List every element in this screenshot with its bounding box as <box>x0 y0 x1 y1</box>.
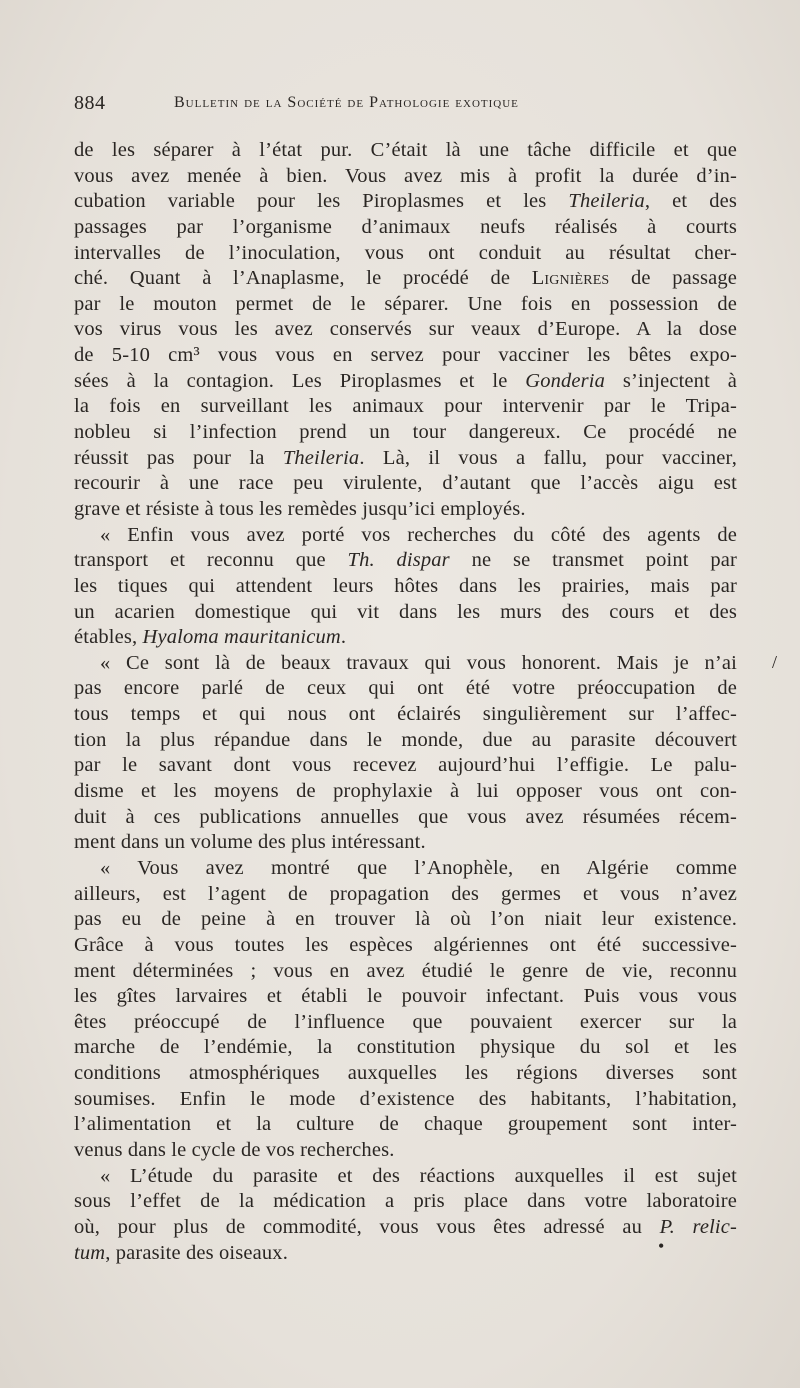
italic-term: P. relic- <box>659 1215 737 1238</box>
text-line <box>74 548 737 574</box>
italic-term: Gonderia <box>525 369 606 392</box>
text-line <box>74 215 737 241</box>
text-line <box>74 164 737 190</box>
ink-mark: • <box>658 1236 665 1256</box>
text-line <box>74 959 737 985</box>
text-line <box>74 805 737 831</box>
line-text: sées à la contagion. Les Piroplasmes et le <box>74 369 526 392</box>
text-line <box>74 241 737 267</box>
line-text: Grâce à vous toutes les espèces algériennes ont été successive- <box>74 933 737 956</box>
text-line <box>74 471 737 497</box>
line-text: vos virus vous les avez conservés sur veaux d’Europe. A la dose <box>74 318 737 341</box>
text-line <box>74 702 737 728</box>
line-text: pas eu de peine à en trouver là où l’on niait leur existence. <box>74 908 737 931</box>
line-text: « L’étude du parasite et des réactions auxquelles il est sujet <box>100 1164 737 1187</box>
line-text: tion la plus répandue dans le monde, due au parasite découvert <box>74 728 737 751</box>
text-line <box>74 676 737 702</box>
line-text: ment déterminées ; vous en avez étudié le genre de vie, reconnu <box>74 959 737 982</box>
text-line <box>74 753 737 779</box>
line-text: êtes préoccupé de l’influence que pouvaient exercer sur la <box>74 1010 737 1033</box>
italic-term: Theileria <box>568 190 645 213</box>
line-text: sous l’effet de la médication a pris place dans votre laboratoire <box>74 1190 737 1213</box>
text-line <box>74 984 737 1010</box>
line-text: recourir à une race peu virulente, d’autant que l’accès aigu est <box>74 472 737 495</box>
italic-term: Hyaloma mauritanicum <box>142 626 341 649</box>
text-line <box>74 1164 737 1190</box>
line-text: venus dans le cycle de vos recherches. <box>74 1138 395 1161</box>
text-line <box>74 1061 737 1087</box>
margin-mark: / <box>772 652 778 672</box>
text-line <box>74 369 737 395</box>
line-text: grave et résiste à tous les remèdes jusqu’ici employés. <box>74 497 526 520</box>
line-text: « Enfin vous avez porté vos recherches du côté des agents de <box>100 523 737 546</box>
text-line <box>74 856 737 882</box>
line-text: cubation variable pour les Piroplasmes et les <box>74 190 569 213</box>
text-line <box>74 651 737 677</box>
line-text: par le mouton permet de le séparer. Une fois en possession de <box>74 292 737 315</box>
line-text: « Ce sont là de beaux travaux qui vous honorent. Mais je n’ai <box>100 651 737 674</box>
text-line <box>74 882 737 908</box>
text-line <box>74 907 737 933</box>
line-text: soumises. Enfin le mode d’existence des habitants, l’habitation, <box>74 1087 737 1110</box>
line-text-rest: . <box>340 626 347 649</box>
line-text: par le savant dont vous recevez aujourd’hui l’effigie. Le palu- <box>74 754 737 777</box>
text-line <box>74 1112 737 1138</box>
line-text: les tiques qui attendent leurs hôtes dans les prairies, mais par <box>74 574 737 597</box>
text-line <box>74 343 737 369</box>
line-text: duit à ces publications annuelles que vous avez résumées récem- <box>74 805 737 828</box>
italic-term: Theileria <box>282 446 360 469</box>
line-text: où, pour plus de commodité, vous vous êtes adressé au <box>74 1215 660 1238</box>
line-text: intervalles de l’inoculation, vous ont conduit au résultat cher- <box>74 241 737 264</box>
text-line <box>74 189 737 215</box>
italic-term: Th. dispar <box>347 549 450 572</box>
running-head: Bulletin de la Société de Pathologie exotique <box>174 94 519 111</box>
line-text: tous temps et qui nous ont éclairés singulièrement sur l’affec- <box>74 703 737 726</box>
line-text: la fois en surveillant les animaux pour intervenir par le Tripa- <box>74 395 737 418</box>
line-text: de 5-10 cm³ vous vous en servez pour vacciner les bêtes expo- <box>74 344 737 367</box>
text-line <box>74 420 737 446</box>
line-text-rest: s’injectent à <box>605 369 737 392</box>
line-text: réussit pas pour la <box>74 446 283 469</box>
line-text: « Vous avez montré que l’Anophèle, en Algérie comme <box>100 856 737 879</box>
line-text-rest: , et des <box>644 190 737 213</box>
text-line <box>74 292 737 318</box>
text-line <box>74 600 737 626</box>
text-line <box>74 317 737 343</box>
text-line <box>74 266 737 292</box>
text-line <box>74 523 737 549</box>
text-line <box>74 138 737 164</box>
text-line <box>74 830 737 856</box>
line-text: l’alimentation et la culture de chaque groupement sont inter- <box>74 1113 737 1136</box>
text-line <box>74 1138 737 1164</box>
line-text-rest: . Là, il vous a fallu, pour vacciner, <box>359 446 737 469</box>
line-text: ailleurs, est l’agent de propagation des germes et vous n’avez <box>74 882 737 905</box>
line-text: ché. Quant à l’Anaplasme, le procédé de <box>74 267 532 290</box>
line-text-rest: , parasite des oiseaux. <box>105 1241 288 1264</box>
text-line <box>74 497 737 523</box>
italic-term: tum <box>74 1241 106 1264</box>
text-line <box>74 625 737 651</box>
text-line <box>74 1087 737 1113</box>
text-line <box>74 446 737 472</box>
text-line <box>74 1189 737 1215</box>
text-line <box>74 1010 737 1036</box>
text-line <box>74 1215 737 1241</box>
text-line <box>74 933 737 959</box>
line-text-rest: de passage <box>609 267 737 290</box>
line-text: les gîtes larvaires et établi le pouvoir infectant. Puis vous vous <box>74 985 737 1008</box>
line-text: ment dans un volume des plus intéressant. <box>74 831 426 854</box>
text-line <box>74 728 737 754</box>
line-text: conditions atmosphériques auxquelles les régions diverses sont <box>74 1062 737 1085</box>
line-text: pas encore parlé de ceux qui ont été votre préoccupation de <box>74 677 737 700</box>
text-line <box>74 779 737 805</box>
text-line <box>74 1035 737 1061</box>
line-text: vous avez menée à bien. Vous avez mis à profit la durée d’in- <box>74 164 737 187</box>
page-number: 884 <box>74 92 106 114</box>
line-text: étables, <box>74 626 143 649</box>
line-text: de les séparer à l’état pur. C’était là une tâche difficile et que <box>74 139 737 161</box>
line-text: passages par l’organisme d’animaux neufs réalisés à courts <box>74 215 737 238</box>
line-text: disme et les moyens de prophylaxie à lui opposer vous ont con- <box>74 780 737 803</box>
line-text: transport et reconnu que <box>74 549 348 572</box>
line-text: un acarien domestique qui vit dans les murs des cours et des <box>74 600 737 623</box>
line-text-rest: ne se transmet point par <box>449 549 737 572</box>
text-line <box>74 1241 737 1267</box>
page-header <box>74 92 734 118</box>
line-text: marche de l’endémie, la constitution physique du sol et les <box>74 1036 737 1059</box>
line-text: nobleu si l’infection prend un tour dangereux. Ce procédé ne <box>74 421 737 444</box>
text-line <box>74 394 737 420</box>
author-name: Lignières <box>531 267 610 290</box>
text-line <box>74 574 737 600</box>
body-text <box>74 138 737 1266</box>
